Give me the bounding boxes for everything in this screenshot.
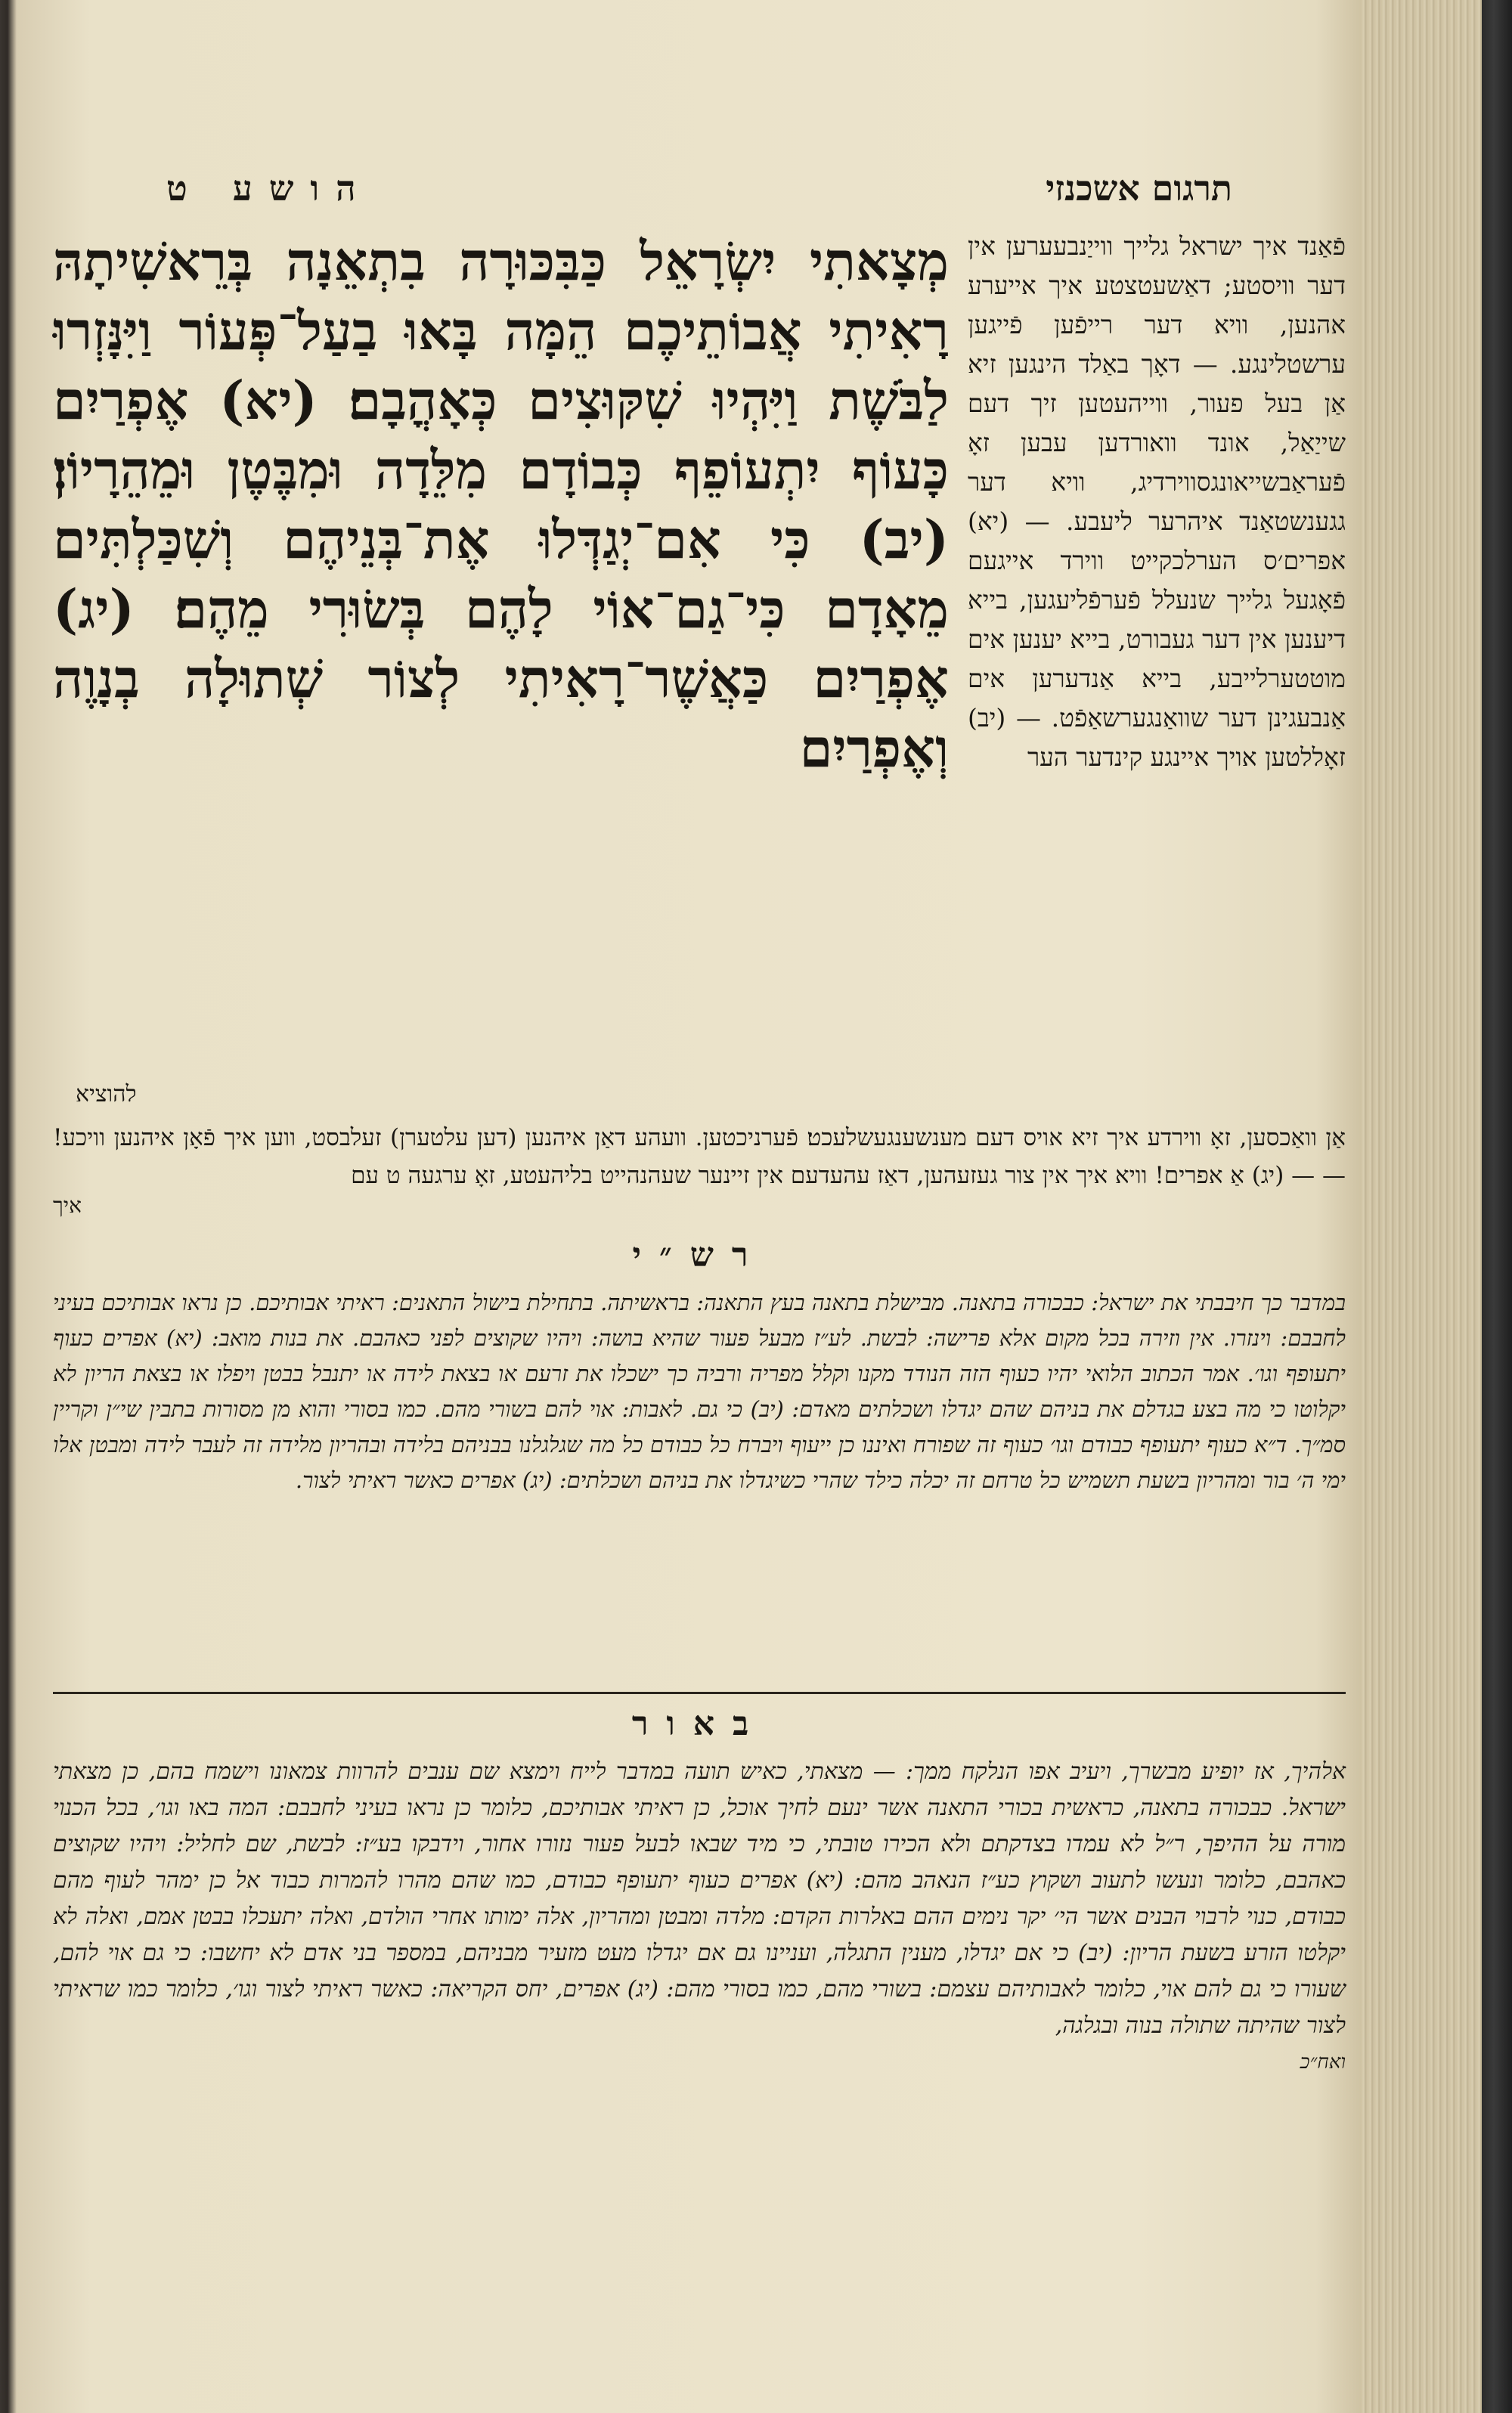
- header-right-title: תרגום אשכנזי: [1046, 168, 1232, 209]
- biur-commentary: [53, 1754, 1346, 2080]
- rashi-text: במדבר כך חיבבתי את ישראל: כבכורה בתאנה. מבישלת בתאנה בעץ התאנה: בראשיתה. בתחילת בישול התאנים: ראיתי אבותיכם. כן נראו אבותיכם בעיני לחבבם: וינזרו. אין וזירה בכל מקום אלא פרישה: לבשת. לע״ז מבעל פעור שהיא בושה: ויהיו שקוצים לפני כאהבם. את בנות מואב: (יא) אפרים כעוף יתעופף וגו׳. אמר הכתוב הלואי יהיו כעוף הזה הנודד מקנו וקלל מפריה ורביה כך ישכלו את זרעם או בצאת לידה או יתנבל בבטן ויפלו או בצאת הריון לא יקלוטו כי מה בצע בגדלם את בניהם שהם יגדלו ושכלתים מאדם: (יב) כי גם. לאבות: אוי להם בשורי מהם. כמו בסורי והוא מן מסורות בתבין שי״ן וקריין סמ״ך. ד״א כעוף יתעופף כבודם וגו׳ כעוף זה שפורח ואיננו כן ייעוף ויברח כל כבודם כל מה שגלגלנו בבניהם בלידה ובהריון מלידה זה לעבר לידה ומבטן אלו ימי ה׳ בור ומהריון בשעת תשמיש כל טרחם זה יכלה כילד שהרי כשיגדלו את בניהם ושכלתים: (יג) אפרים כאשר ראיתי לצור.: [53, 1290, 1346, 1493]
- rashi-commentary: [53, 1285, 1346, 1498]
- hebrew-verse-text: מְצָאתִי יִשְׂרָאֵל כַּבִּכּוּרָה בִתְאֵנָה בְּרֵאשִׁיתָהּ רָאִיתִי אֲבוֹתֵיכֶם הֵמָּה בָּאוּ בַעַל־פְּעוֹר וַיִּנָּזְרוּ לַבֹּשֶׁת וַיִּהְיוּ שִׁקּוּצִים כְּאָהֳבָם׃ (יא) אֶפְרַיִם כָּעוֹף יִתְעוֹפֵף כְּבוֹדָם מִלֵּדָה וּמִבֶּטֶן וּמֵהֵרָיוֹן׃ (יב) כִּי אִם־יְגַדְּלוּ אֶת־בְּנֵיהֶם וְשִׁכַּלְתִּים מֵאָדָם כִּי־גַם־אוֹי לָהֶם בְּשׂוּרִי מֵהֶם׃ (יג) אֶפְרַיִם כַּאֲשֶׁר־רָאִיתִי לְצוֹר שְׁתוּלָה בְנָוֶה וְאֶפְרַיִם: [53, 230, 949, 779]
- targum-text: פֿאַנד איך ישראל גלייך ווייַנבעערען אין דער וויסטע; דאַשעטצטע איך אייערע אהנען, וויא דער רייפֿען פֿייגען ערשטלינגע. — דאָך באַלד הינגען זיא אַן בעל פעור, ווייהעטען זיך דעם שייַאַל, אונד וואורדען עבען זאָ פֿעראַבשייאונגסווירדיג, וויא דער גגענשטאַנד איהרער ליעבע. — (יא) אפרים׳ס הערלכקייט ווירד אייגעם פֿאָגעל גלייך שנעלל פֿערפֿליעגען, בייא דיענען אין דער געבורט, בייא יענען אים מוטטערלייבע, בייא אַנדערען אים אַנבעגינן דער שוואַנגערשאַפֿט. — (יב) זאָללטען אויך איינגע קינדער הער: [968, 231, 1346, 772]
- biur-catchword: ואח״כ: [1300, 2051, 1346, 2074]
- rashi-title: רש״י: [632, 1236, 767, 1275]
- targum-continued-text: אַן וואַכסען, זאָ ווירדע איך זיא אויס דעם מענשענגעשלעכט׃ פֿערניכטען. וועהע דאַן איהנען (דען עלטערן) זעלבסט, ווען איך פֿאָן איהנען וויכע! — — (יג) אַ אפרים! וויא איך אין צור געזעהען, דאַז עהעדעם אין זיינער שעהנהייט בליהעטע, זאָ ערגעה ט עם: [53, 1124, 1346, 1189]
- header-left-title: הושע ט: [166, 168, 373, 209]
- targum-continued: [53, 1119, 1346, 1217]
- page-content: [53, 113, 1346, 2336]
- book-cover-edge: [1482, 0, 1512, 2413]
- targum-catchword: איך: [53, 1193, 82, 1218]
- biur-text: אלהיך, אז יופיע מבשרך, ויעיב אפו הנלקח ממך: — מצאתי, כאיש תועה במדבר לייח וימצא שם ענבים להרוות צמאונו וישמח בהם, כן מצאתי ישראל. כבכורה בתאנה, כראשית בכורי התאנה אשר ינעם לחיך אוכל, כן ראיתי אבותיכם, כלומר כן נראו בעיני לחבבם: המה באו וגו׳, בכל הכנוי מורה על ההיפך, ר״ל לא עמדו בצדקתם ולא הכירו טובתי, כי מיד שבאו לבעל פעור נזורו אחור, וידבקו בע״ז: לבשת, שם לחליל: ויהיו שקוצים כאהבם, כלומר ונעשו לתעוב ושקוץ כע״ז הנאהב מהם: (יא) אפרים כעוף יתעופף כבודם, כמו שהם מהרו להמרות כבוד אל כן ימהר לעוף מהם כבודם, כנוי לרבוי הבנים אשר הי׳ יקר נימים ההם באלרות הקדם: מלדה ומבטן ומהריון, אלה ימותו אחרי הולדם, ואלה יתעכלו בבטן אמם, ואלה לא יקלטו הזרע בשעת הריון: (יב) כי אם יגדלו, מענין התגלה, ועניינו גם אם יגדלו מעט מזעיר מבניהם, במספר בני אדם לא יחשבו: כי גם אוי להם, שעורו כי גם להם אוי, כלומר לאבותיהם עצמם: בשורי מהם, כמו בסורי מהם: (יג) אפרים, יחס הקריאה: כאשר ראיתי לצור וגו׳, כלומר כמו שראיתי לצור שהיתה שתולה בנוה ובגלגה,: [53, 1758, 1346, 2039]
- hebrew-catchword: להוציא: [76, 1081, 137, 1107]
- section-divider: [53, 1692, 1346, 1694]
- targum-column: [968, 227, 1346, 777]
- biur-title: באור: [631, 1705, 767, 1743]
- running-header: [53, 168, 1346, 221]
- hebrew-text-column: [53, 227, 949, 1107]
